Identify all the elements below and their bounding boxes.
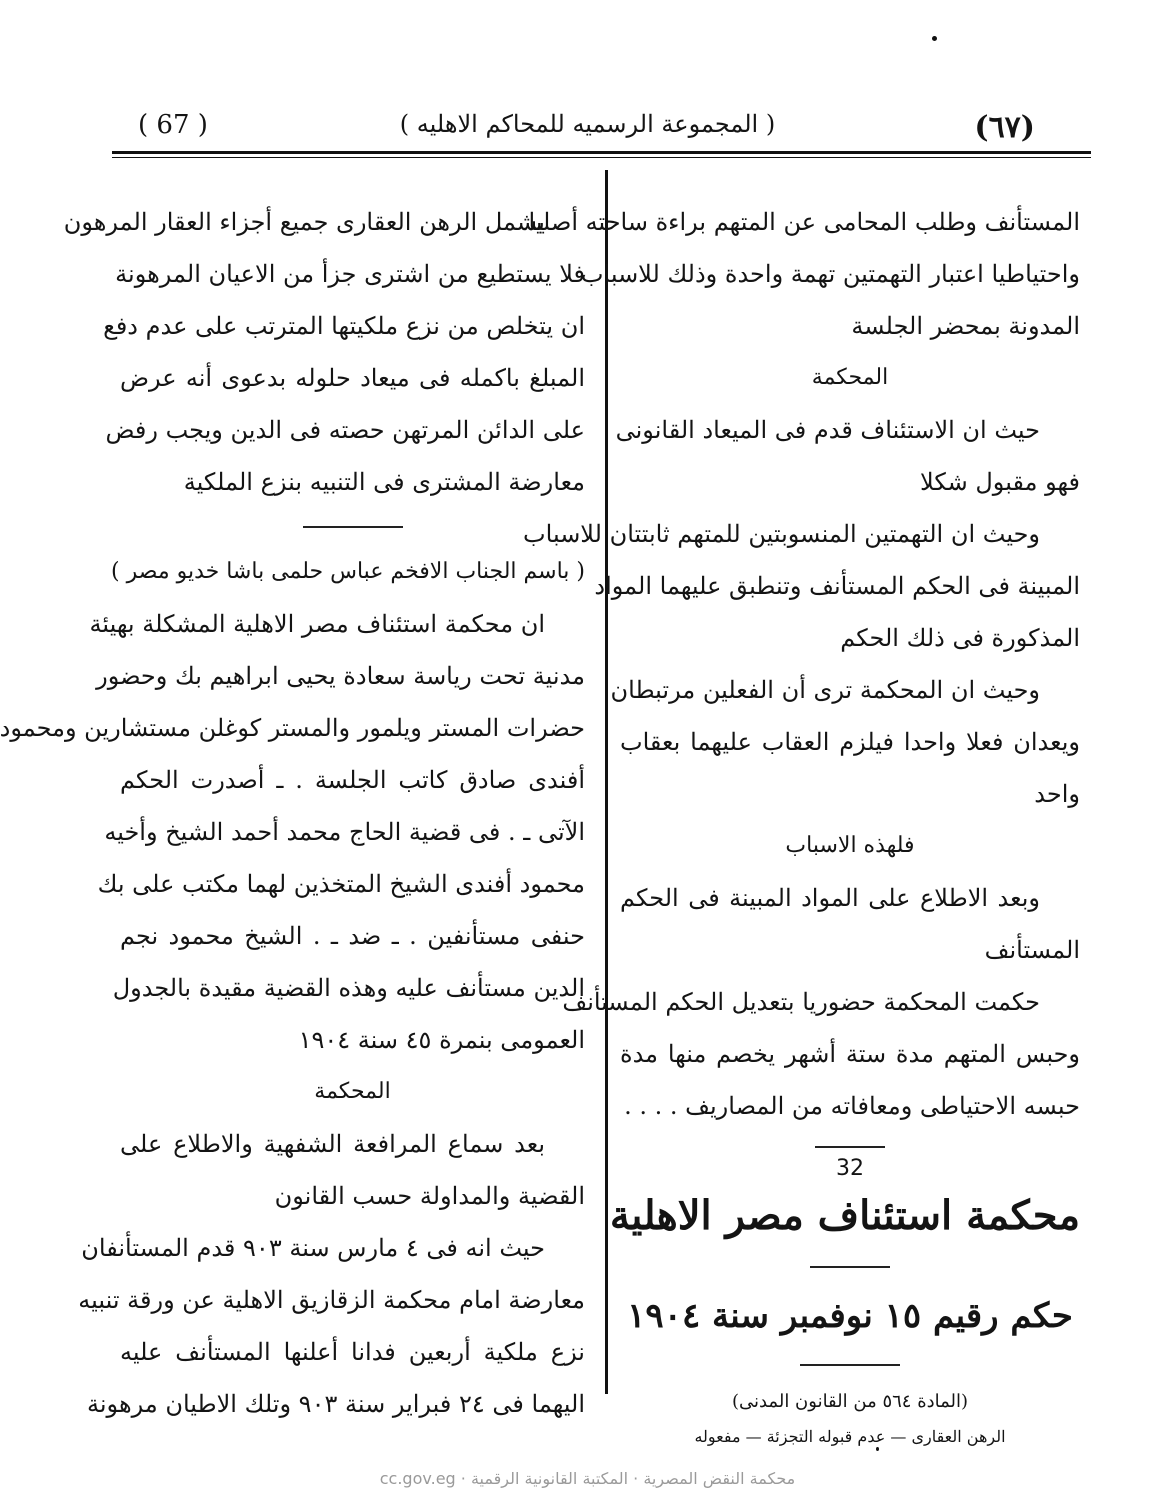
text-line: حبسه الاحتياطى ومعافاته من المصاريف . . . . — [624, 1092, 1080, 1120]
text-line: واحتياطيا اعتبار التهمتين تهمة واحدة وذلك للاسباب — [580, 260, 1080, 288]
text-line: المدونة بمحضر الجلسة — [851, 312, 1080, 340]
text-line: يشمل الرهن العقارى جميع أجزاء العقار المرهون — [63, 208, 545, 236]
header-rule — [112, 151, 1091, 154]
text-line: أفندى صادق كاتب الجلسة . ـ أصدرت الحكم — [120, 766, 585, 794]
text-line: وحيث ان المحكمة ترى أن الفعلين مرتبطان — [610, 676, 1040, 704]
text-line: مدنية تحت رياسة سعادة يحيى ابراهيم بك وحضور — [96, 662, 585, 690]
text-line: المستأنف — [984, 936, 1080, 964]
text-line: معارضة المشترى فى التنبيه بنزع الملكية — [183, 468, 585, 496]
text-line: وحيث ان التهمتين المنسوبتين للمتهم ثابتتان للاسباب — [523, 520, 1040, 548]
text-line: ان يتخلص من نزع ملكيتها المترتب على عدم دفع — [103, 312, 585, 340]
page-header — [110, 104, 1065, 156]
text-line: ويعدان فعلا واحدا فيلزم العقاب عليهما بعقاب — [620, 728, 1080, 756]
text-line: نزع ملكية أربعين فدانا أعلنها المستأنف عليه — [120, 1338, 585, 1366]
text-line: العمومى بنمرة ٤٥ سنة ١٩٠٤ — [298, 1026, 585, 1054]
section-heading: المحكمة — [811, 365, 889, 390]
text-line: وبعد الاطلاع على المواد المبينة فى الحكم — [620, 884, 1040, 912]
text-line: المبينة فى الحكم المستأنف وتنطبق عليهما المواد — [594, 572, 1080, 600]
text-line: حيث انه فى ٤ مارس سنة ٩٠٣ قدم المستأنفان — [81, 1234, 545, 1262]
header-rule-thin — [112, 157, 1091, 158]
text-line: المبلغ باكمله فى ميعاد حلوله بدعوى أنه عرض — [120, 364, 585, 392]
court-title: محكمة استئناف مصر الاهلية — [609, 1192, 1080, 1239]
text-line: وحبس المتهم مدة ستة أشهر يخصم منها مدة — [620, 1040, 1080, 1068]
text-line: فهو مقبول شكلا — [920, 468, 1080, 496]
section-heading: فلهذه الاسباب — [785, 833, 915, 858]
right-column — [523, 196, 1080, 1454]
text-line: محمود أفندى الشيخ المتخذين لهما مكتب على بك — [97, 870, 585, 898]
text-line: فلا يستطيع من اشترى جزأ من الاعيان المرهونة — [115, 260, 585, 288]
text-line: اليهما فى ٢٤ فبراير سنة ٩٠٣ وتلك الاطيان مرهونة — [87, 1390, 585, 1418]
column-divider — [605, 170, 608, 1394]
text-line: واحد — [1034, 780, 1080, 808]
khedive-invocation: ( باسم الجناب الافخم عباس حلمى باشا خديو مصر ) — [111, 559, 585, 584]
article-reference: (المادة ٥٦٤ من القانون المدنى) — [731, 1391, 969, 1412]
text-line: حكمت المحكمة حضوريا بتعديل الحكم المستأنف — [562, 988, 1040, 1016]
footer-watermark: cc.gov.eg · محكمة النقض المصرية · المكتبة القانونية الرقمية — [379, 1469, 796, 1488]
text-line: معارضة امام محكمة الزقازيق الاهلية عن ورقة تنبيه — [78, 1286, 585, 1314]
separator — [810, 1266, 890, 1268]
text-line: الآتى ـ . فى قضية الحاج محمد أحمد الشيخ وأخيه — [104, 818, 585, 846]
page-number-latin: ( 67 ) — [138, 110, 208, 140]
text-line: حضرات المستر ويلمور والمستر كوغلن مستشارين ومحمود — [0, 714, 585, 742]
verdict-title: حكم رقيم ١٥ نوفمبر سنة ١٩٠٤ — [627, 1296, 1073, 1336]
ink-speck — [932, 36, 937, 41]
text-line: ان محكمة استئناف مصر الاهلية المشكلة بهيئة — [89, 610, 545, 638]
text-line: حنفى مستأنفين . ـ ضد ـ . الشيخ محمود نجم — [120, 922, 585, 950]
text-line: على الدائن المرتهن حصته فى الدين ويجب رفض — [105, 416, 585, 444]
separator — [815, 1146, 885, 1148]
text-line: المستأنف وطلب المحامى عن المتهم براءة ساحته أصليا — [528, 208, 1080, 236]
keywords: الرهن العقارى — عدم قبوله التجزئة — مفعوله — [694, 1427, 1006, 1446]
text-line: الدين مستأنف عليه وهذه القضية مقيدة بالجدول — [112, 974, 585, 1002]
text-line: المذكورة فى ذلك الحكم — [840, 624, 1080, 652]
separator — [800, 1364, 900, 1366]
text-line: بعد سماع المرافعة الشفهية والاطلاع على — [120, 1130, 545, 1158]
text-line: حيث ان الاستئناف قدم فى الميعاد القانونى — [615, 416, 1040, 444]
page-number-arabic: (٦٧) — [974, 110, 1035, 145]
case-number: 32 — [836, 1156, 864, 1181]
text-line: القضية والمداولة حسب القانون — [274, 1182, 585, 1210]
journal-title: ( المجموعة الرسميه للمحاكم الاهليه ) — [399, 110, 776, 138]
left-column — [0, 196, 585, 1430]
separator — [303, 526, 403, 528]
section-heading: المحكمة — [314, 1079, 391, 1104]
